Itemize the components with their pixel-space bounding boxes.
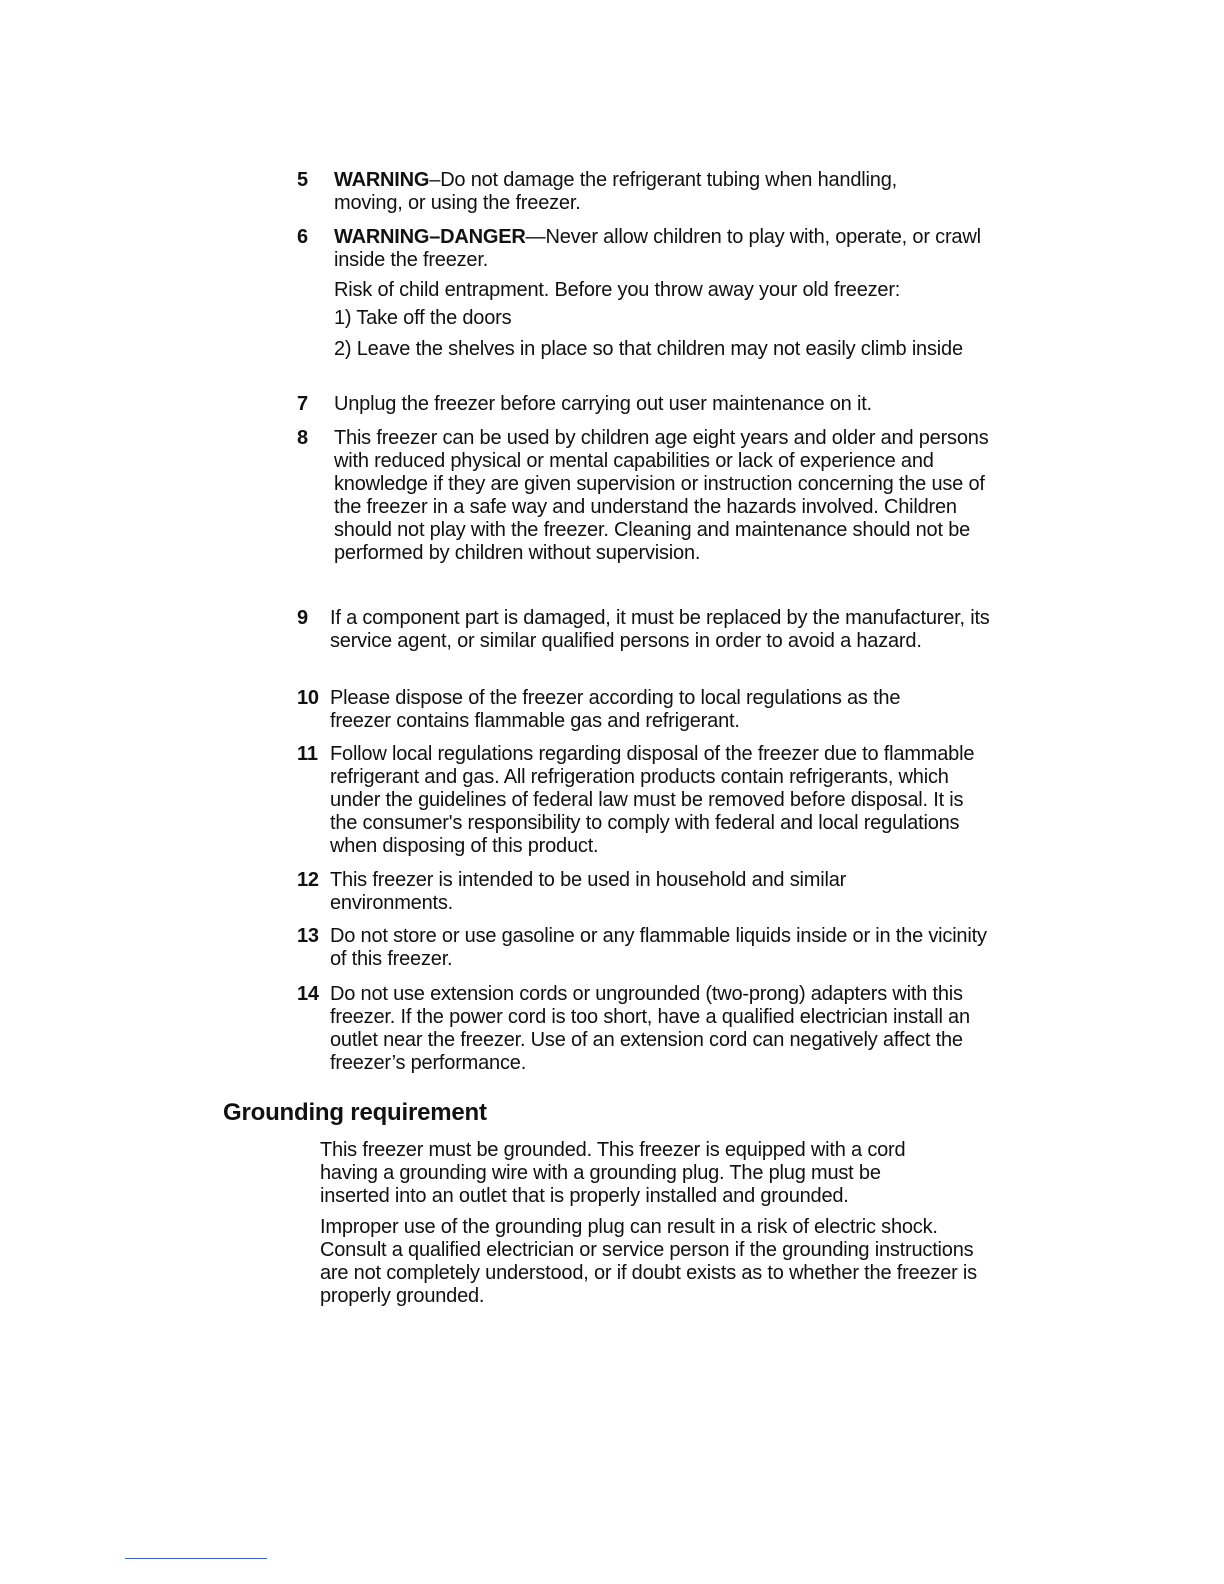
list-item bbox=[297, 226, 997, 272]
item-text bbox=[334, 226, 984, 272]
list-item bbox=[297, 169, 997, 215]
item-number: 7 bbox=[297, 393, 308, 415]
list-item bbox=[297, 983, 997, 1075]
list-item bbox=[297, 607, 997, 653]
section-heading: Grounding requirement bbox=[223, 1099, 487, 1126]
item-text: Do not store or use gasoline or any flammable liquids inside or in the vicinity of this freezer. bbox=[330, 925, 987, 970]
grounding-paragraph: This freezer must be grounded. This freezer is equipped with a cord having a grounding wire with a grounding plug. The plug must be inserted into an outlet that is properly installed and grounded. bbox=[320, 1139, 906, 1207]
list-item bbox=[297, 743, 997, 858]
item-number: 8 bbox=[297, 427, 308, 449]
item-text: Please dispose of the freezer according to local regulations as the freezer contains flammable gas and refrigerant. bbox=[330, 687, 901, 732]
entrapment-intro: Risk of child entrapment. Before you throw away your old freezer: bbox=[334, 279, 901, 301]
item-number: 12 bbox=[297, 869, 319, 891]
item-body: –Do not damage the refrigerant tubing when handling, moving, or using the freezer. bbox=[334, 169, 897, 214]
list-item bbox=[297, 427, 997, 565]
item-number: 11 bbox=[297, 743, 318, 765]
item-text: If a component part is damaged, it must be replaced by the manufacturer, its service agent, or similar qualified persons in order to avoid a hazard. bbox=[330, 607, 990, 652]
item-number: 9 bbox=[297, 607, 308, 629]
footnote-divider bbox=[125, 1558, 267, 1559]
item-text: Do not use extension cords or ungrounded (two-prong) adapters with this freezer. If the power cord is too short, have a qualified electrician install an outlet near the freezer. Use of an extension cord can negatively affect the freezer’s performance. bbox=[330, 983, 970, 1074]
item-text: Unplug the freezer before carrying out user maintenance on it. bbox=[334, 393, 872, 415]
list-item bbox=[297, 869, 997, 915]
item-text: This freezer can be used by children age eight years and older and persons with reduced physical or mental capabilities or lack of experience and knowledge if they are given supervision or instruction concerning the use of the freezer in a safe way and understand the hazards involved. Children should not play with the freezer. Cleaning and maintenance should not be performed by children without supervision. bbox=[334, 427, 989, 564]
item-number: 6 bbox=[297, 226, 308, 248]
warning-danger-label: WARNING–DANGER bbox=[334, 226, 526, 248]
list-item bbox=[297, 393, 997, 416]
entrapment-step: 1) Take off the doors bbox=[334, 307, 512, 329]
list-item bbox=[297, 687, 997, 733]
item-text: Follow local regulations regarding disposal of the freezer due to flammable refrigerant and gas. All refrigeration products contain refrigerants, which under the guidelines of federal law must be removed before disposal. It is the consumer's responsibility to comply with federal and local regulations when disposing of this product. bbox=[330, 743, 975, 857]
warning-label: WARNING bbox=[334, 169, 430, 191]
entrapment-step: 2) Leave the shelves in place so that children may not easily climb inside bbox=[334, 338, 963, 360]
grounding-paragraph: Improper use of the grounding plug can result in a risk of electric shock. Consult a qualified electrician or service person if the grounding instructions are not completely understood, or if doubt exists as to whether the freezer is properly grounded. bbox=[320, 1216, 977, 1307]
item-text bbox=[334, 169, 964, 215]
item-text: This freezer is intended to be used in household and similar environments. bbox=[330, 869, 847, 914]
list-item bbox=[297, 925, 997, 971]
item-number: 10 bbox=[297, 687, 319, 709]
item-number: 14 bbox=[297, 983, 319, 1005]
item-number: 5 bbox=[297, 169, 308, 191]
item-body: —Never allow children to play with, operate, or crawl inside the freezer. bbox=[334, 226, 981, 271]
item-number: 13 bbox=[297, 925, 319, 947]
